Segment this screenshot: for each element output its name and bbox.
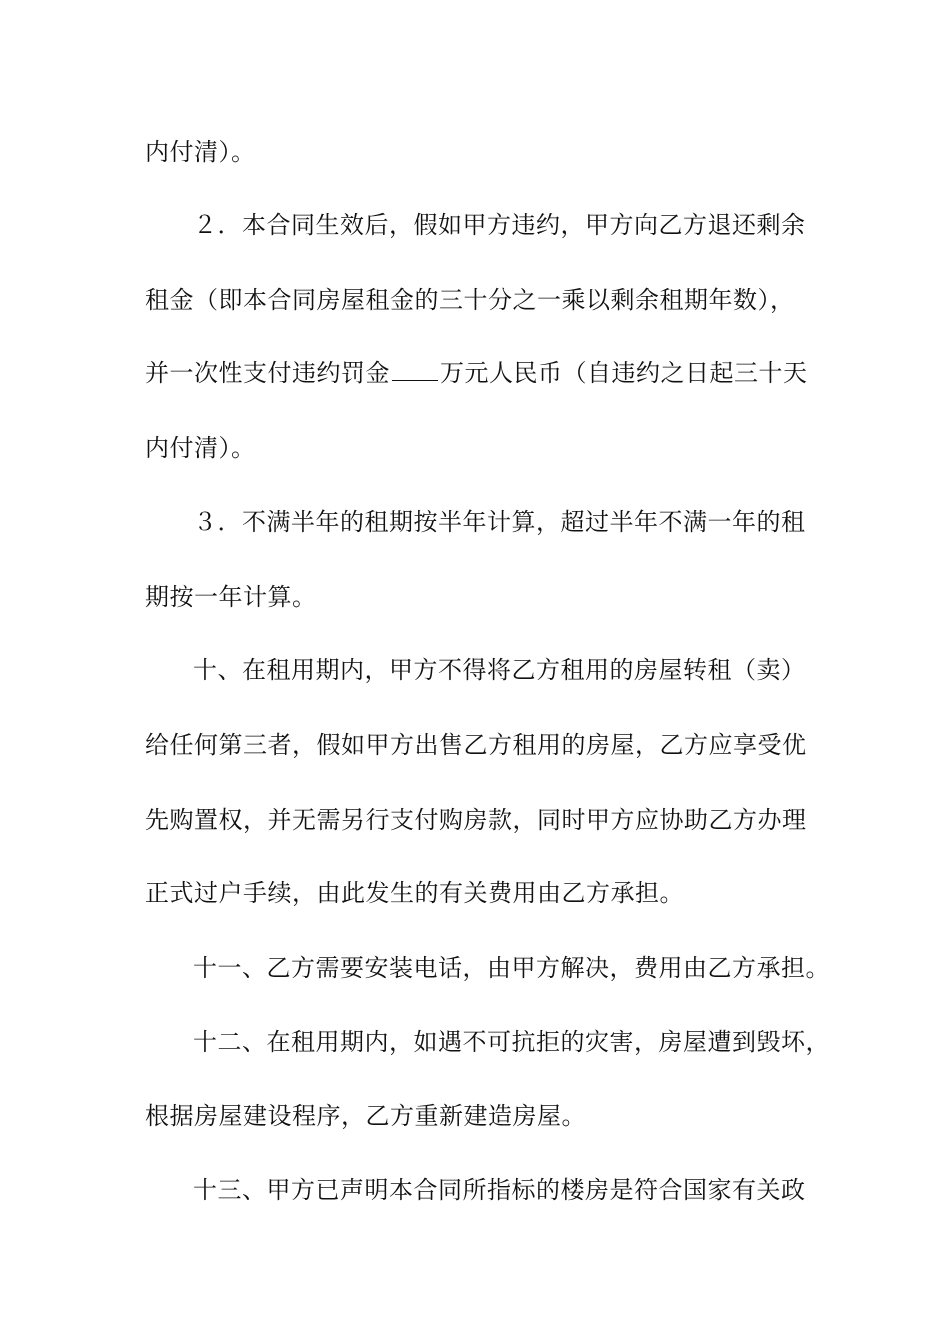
text-line-1: 内付清）。: [145, 138, 256, 166]
text-line-2: ２．本合同生效后，假如甲方违约，甲方向乙方退还剩余: [193, 211, 806, 239]
text-line-6: ３．不满半年的租期按半年计算，超过半年不满一年的租: [193, 508, 806, 536]
text-line-8: 十、在租用期内，甲方不得将乙方租用的房屋转租（卖）: [193, 656, 806, 684]
text-line-4: [145, 353, 825, 393]
text-line-11: 正式过户手续，由此发生的有关费用由乙方承担。: [145, 879, 684, 907]
text-line-7: 期按一年计算。: [145, 583, 317, 611]
text-line-15: 十三、甲方已声明本合同所指标的楼房是符合国家有关政: [193, 1176, 806, 1204]
text-line-9: 给任何第三者，假如甲方出售乙方租用的房屋，乙方应享受优: [145, 731, 807, 759]
text-line-4-end: 万元人民币（自违约之日起三十天: [440, 359, 808, 387]
text-line-4-start: 并一次性支付违约罚金: [145, 359, 390, 387]
text-line-12: 十一、乙方需要安装电话，由甲方解决，费用由乙方承担。: [193, 954, 830, 982]
blank-underline: [392, 358, 438, 381]
text-line-13: 十二、在租用期内，如遇不可抗拒的灾害，房屋遭到毁坏，: [193, 1028, 830, 1056]
text-line-14: 根据房屋建设程序，乙方重新建造房屋。: [145, 1102, 586, 1130]
text-line-10: 先购置权，并无需另行支付购房款，同时甲方应协助乙方办理: [145, 806, 807, 834]
text-line-5: 内付清）。: [145, 434, 256, 462]
text-line-3: 租金（即本合同房屋租金的三十分之一乘以剩余租期年数），: [145, 286, 795, 314]
